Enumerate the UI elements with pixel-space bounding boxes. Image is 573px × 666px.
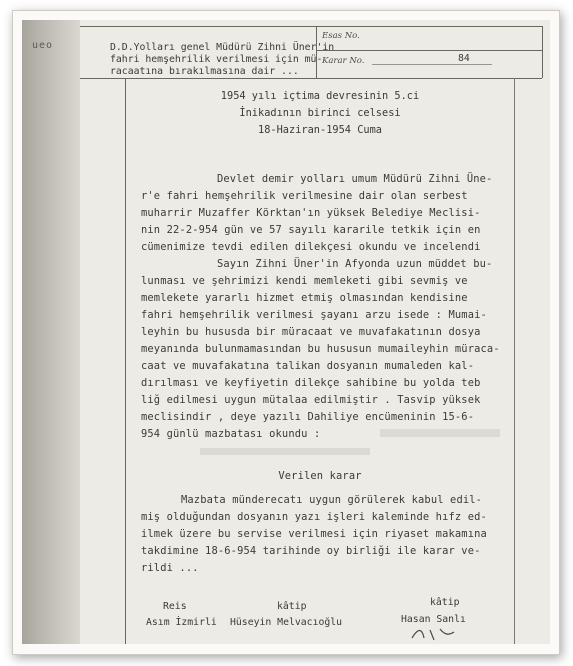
signature-name-katip-2: Hasan Sanlı [401, 614, 466, 625]
decision-line: miş olduğundan dosyanın yazı işleri kaleminde hıfz ed- [141, 511, 487, 523]
header-right-rule [542, 26, 543, 78]
session-line-2: İnikadının birinci celsesi [239, 107, 401, 119]
decision-line: Mazbata münderecatı uygun görülerek kabul edil- [181, 494, 483, 506]
signature-name-reis: Asım İzmirli [146, 617, 217, 628]
body-line: liğ edilmesi uygun mütalaa edilmiştir . Tasvip yüksek [141, 394, 481, 406]
session-line-3: 18-Haziran-1954 Cuma [258, 124, 382, 136]
esas-no-label: Esas No. [322, 31, 360, 41]
body-line: cümenimize tevdi edilen dilekçesi okundu ve incelendi [141, 241, 481, 253]
decision-line: ilmek üzere bu servise verilmesi için riyaset makamına [141, 528, 487, 540]
signature-title-katip-2: kâtip [430, 597, 460, 608]
left-margin-rule [125, 78, 126, 644]
signature-title-reis: Reis [163, 601, 187, 612]
header-bottom-rule [80, 78, 542, 79]
header-mid-rule [316, 50, 542, 51]
decision-line: takdimine 18-6-954 tarihinde oy birliği ile karar ve- [141, 545, 481, 557]
signature-name-katip-1: Hüseyin Melvacıoğlu [230, 617, 343, 628]
scanned-page [22, 20, 550, 644]
session-line-1: 1954 yılı içtima devresinin 5.ci [220, 90, 420, 102]
karar-no-value: 84 [458, 53, 470, 64]
body-line: Sayın Zihni Üner'in Afyonda uzun müddet bu- [217, 258, 493, 270]
decision-title: Verilen karar [278, 470, 362, 482]
decision-line: rildi ... [141, 562, 199, 574]
binding-spine [22, 20, 80, 644]
show-through-smudge [380, 429, 500, 437]
body-line: 954 günlü mazbatası okundu : [141, 428, 321, 440]
body-line: fahri hemşehrilik verilmesi şayanı arzu isede : Mumai- [141, 309, 487, 321]
signature-title-katip-1: kâtip [277, 601, 307, 612]
body-line: caat ve muvafakatına talikan dosyanın mumaleden kal- [141, 360, 475, 372]
body-line: memlekete yararlı hizmet etmiş olmasından kendisine [141, 292, 468, 304]
karar-no-label: Karar No. [322, 56, 365, 66]
spine-number: ueo [32, 40, 54, 51]
header-top-rule [80, 26, 542, 27]
karar-no-dots [372, 64, 492, 65]
subject-line-3: racaatına bırakılmasına dair ... [110, 66, 299, 77]
subject-line-1: D.D.Yolları genel Müdürü Zihni Üner'in [110, 42, 335, 53]
right-margin-rule [514, 78, 515, 644]
body-line: r'e fahri hemşehrilik verilmesine dair olan serbest [141, 190, 468, 202]
body-line: leyhin bu hususda bir müracaat ve muvafakatının dosya [141, 326, 481, 338]
body-line: meyanında bulunmamasından bu hususun mumaileyhin müraca- [141, 343, 500, 355]
show-through-smudge [200, 448, 370, 455]
body-line: muharrir Muzaffer Körktan'ın yüksek Belediye Meclisi- [141, 207, 481, 219]
body-line: lunması ve şehrimizi kendi memleketi gibi sevmiş ve [141, 275, 468, 287]
handwritten-signature [410, 626, 470, 642]
subject-line-2: fahri hemşehrilik verilmesi için mü- [110, 54, 323, 65]
body-line: Devlet demir yolları umum Müdürü Zihni Üne- [217, 173, 493, 185]
body-line: meclisindir , deye yazılı Dahiliye encümeninin 15-6- [141, 411, 475, 423]
body-line: nin 22-2-954 gün ve 57 sayılı kararile tetkik için en [141, 224, 481, 236]
body-line: dırılması ve keyfiyetin dilekçe sahibine bu yolda teb [141, 377, 481, 389]
document-paper [80, 20, 550, 644]
